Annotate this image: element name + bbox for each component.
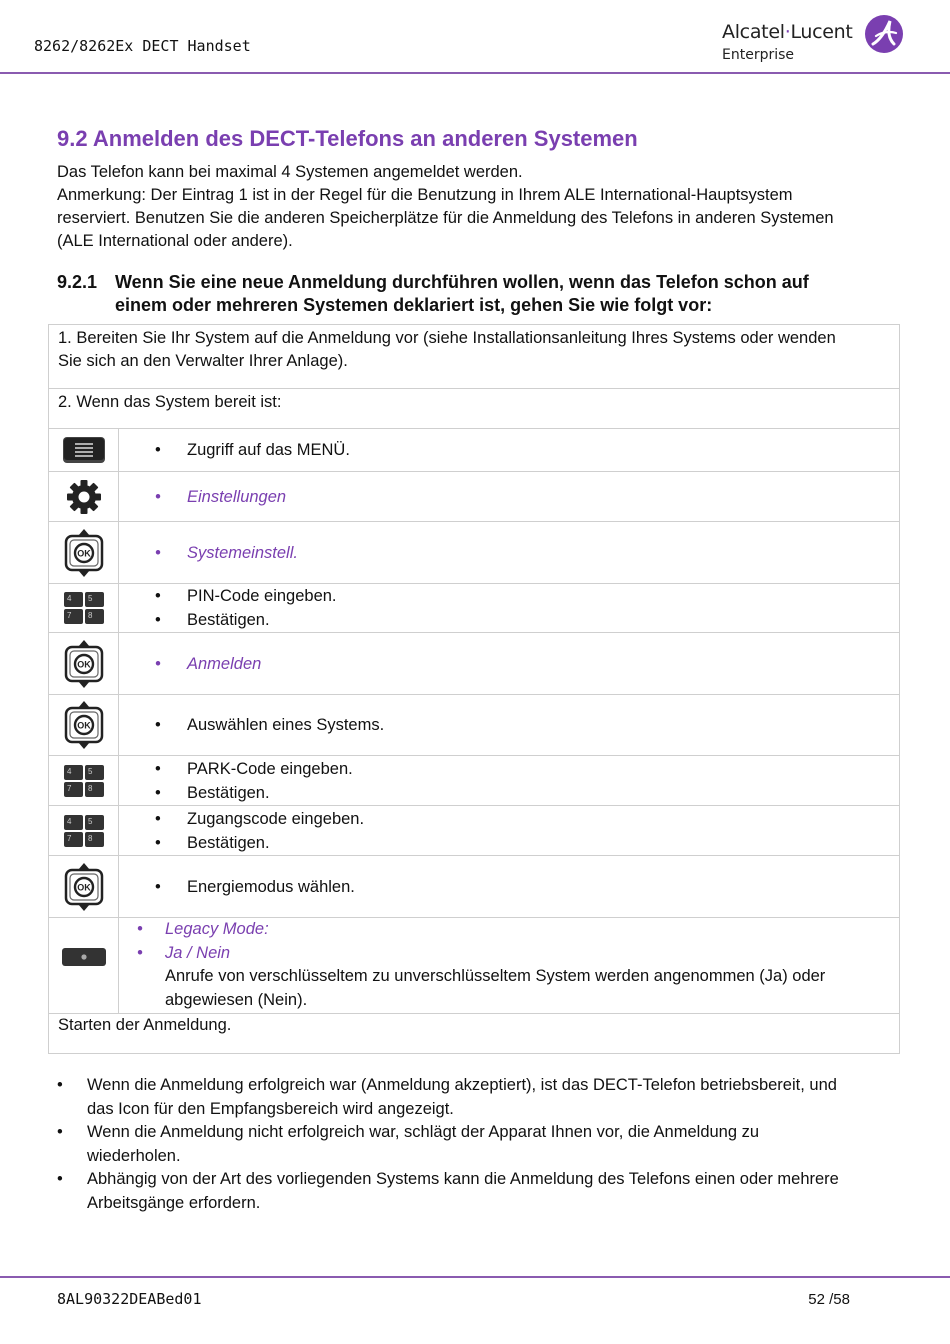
note-line: reserviert. Benutzen Sie die anderen Speicherplätze für die Anmeldung des Telefons in anderen Systemen [57, 209, 834, 227]
svg-text:OK: OK [76, 882, 91, 892]
instruction-item: • PARK-Code eingeben. [155, 757, 899, 781]
svg-text:4: 4 [66, 816, 71, 826]
svg-text:OK: OK [76, 548, 91, 558]
list-item [57, 1121, 897, 1168]
icon-cell [49, 806, 119, 856]
document-code: 8AL90322DEABed01 [57, 1290, 202, 1308]
legacy-mode-item: • Legacy Mode: [135, 918, 899, 942]
logo-word-lucent: Lucent [790, 21, 853, 43]
icon-cell [49, 429, 119, 472]
list-item-line: • Abhängig von der Art des vorliegenden Systems kann die Anmeldung des Telefons einen oder mehrere [87, 1170, 839, 1188]
list-item-line: das Icon für den Empfangsbereich wird angezeigt. [87, 1099, 454, 1118]
svg-text:7: 7 [66, 783, 71, 793]
svg-text:5: 5 [87, 816, 92, 826]
table-row [49, 522, 900, 584]
logo-word-alcatel: Alcatel [722, 21, 785, 43]
menu-key-icon [62, 436, 106, 464]
instruction-cell [119, 633, 900, 695]
table-row [49, 756, 900, 806]
svg-text:8: 8 [87, 783, 92, 793]
list-item-line: • Wenn die Anmeldung nicht erfolgreich war, schlägt der Apparat Ihnen vor, die Anmeldung zu [87, 1123, 760, 1141]
svg-text:OK: OK [76, 659, 91, 669]
ok-navigator-icon [63, 862, 105, 912]
table-row [49, 325, 900, 389]
table-row [49, 472, 900, 522]
instruction-cell [119, 584, 900, 633]
legacy-description-line: abgewiesen (Nein). [165, 990, 308, 1009]
gear-icon [65, 478, 103, 516]
instruction-cell [119, 429, 900, 472]
procedure-table [48, 324, 900, 1054]
legacy-option-item: • Ja / Nein [135, 942, 899, 966]
subsection-title-line1: Wenn Sie eine neue Anmeldung durchführen wollen, wenn das Telefon schon auf [115, 272, 809, 292]
instruction-item: • Energiemodus wählen. [155, 875, 899, 899]
instruction-item: • Zugriff auf das MENÜ. [155, 438, 899, 462]
svg-text:4: 4 [66, 594, 71, 603]
step-1-line: Sie sich an den Verwalter Ihrer Anlage). [58, 352, 348, 370]
table-row [49, 806, 900, 856]
subsection-heading [57, 271, 809, 317]
list-item-line: wiederholen. [87, 1146, 181, 1165]
icon-cell [49, 756, 119, 806]
note-line: (ALE International oder andere). [57, 232, 293, 250]
ok-navigator-icon [63, 700, 105, 750]
icon-cell [49, 918, 119, 1014]
section-intro: Das Telefon kann bei maximal 4 Systemen angemeldet werden. [57, 163, 523, 181]
instruction-cell [119, 856, 900, 918]
instruction-cell [119, 522, 900, 584]
table-row [49, 633, 900, 695]
logo-enterprise: Enterprise [722, 47, 795, 63]
instruction-cell [119, 472, 900, 522]
alcatel-lucent-logo [722, 14, 912, 66]
running-header-title: 8262/8262Ex DECT Handset [34, 37, 251, 55]
svg-text:5: 5 [87, 594, 92, 603]
list-item [57, 1168, 897, 1215]
table-row [49, 389, 900, 429]
keypad-icon [63, 814, 105, 848]
step-1-line: 1. Bereiten Sie Ihr System auf die Anmeldung vor (siehe Installationsanleitung Ihres Systems oder wenden [58, 329, 836, 347]
svg-text:8: 8 [87, 833, 92, 843]
instruction-item: • Einstellungen [155, 485, 899, 509]
table-row [49, 856, 900, 918]
subsection-number: 9.2.1 [57, 272, 98, 292]
step-2-cell: 2. Wenn das System bereit ist: [49, 389, 900, 429]
list-item [57, 1074, 897, 1121]
softkey-icon [61, 947, 107, 967]
icon-cell [49, 633, 119, 695]
svg-text:8: 8 [87, 611, 92, 620]
instruction-item: • Bestätigen. [155, 781, 899, 805]
instruction-item: • Zugangscode eingeben. [155, 807, 899, 831]
table-row [49, 1014, 900, 1054]
ok-navigator-icon [63, 528, 105, 578]
step-1-cell [49, 325, 900, 389]
table-row [49, 584, 900, 633]
section-heading: 9.2 Anmelden des DECT-Telefons an anderen Systemen [57, 126, 638, 151]
result-bullet-list [57, 1074, 897, 1215]
instruction-item: • Systemeinstell. [155, 541, 899, 565]
icon-cell [49, 472, 119, 522]
icon-cell [49, 584, 119, 633]
subsection-title-line2: einem oder mehreren Systemen deklariert ist, gehen Sie wie folgt vor: [115, 295, 713, 315]
instruction-cell [119, 806, 900, 856]
page-number: 52 /58 [808, 1291, 850, 1308]
svg-text:7: 7 [66, 833, 71, 843]
list-item-line: • Wenn die Anmeldung erfolgreich war (Anmeldung akzeptiert), ist das DECT-Telefon betriebsbereit, und [87, 1076, 837, 1094]
table-row [49, 429, 900, 472]
note-line: Anmerkung: Der Eintrag 1 ist in der Regel für die Benutzung in Ihrem ALE International-Hauptsystem [57, 186, 793, 204]
svg-text:7: 7 [66, 611, 71, 620]
instruction-item: • Auswählen eines Systems. [155, 713, 899, 737]
instruction-item: • Bestätigen. [155, 831, 899, 855]
instruction-cell [119, 695, 900, 756]
svg-text:OK: OK [76, 720, 91, 731]
table-row [49, 695, 900, 756]
instruction-cell [119, 756, 900, 806]
icon-cell [49, 522, 119, 584]
instruction-item: • Anmelden [155, 652, 899, 676]
footer-rule [0, 1276, 950, 1278]
header-rule [0, 72, 950, 74]
svg-text:5: 5 [87, 766, 92, 776]
ok-navigator-icon [63, 639, 105, 689]
logo-wordmark [722, 21, 853, 43]
final-step-cell: Starten der Anmeldung. [49, 1014, 900, 1054]
logo-dot: · [784, 21, 791, 43]
keypad-icon [63, 591, 105, 625]
svg-text:4: 4 [66, 766, 71, 776]
icon-cell [49, 695, 119, 756]
instruction-cell [119, 918, 900, 1014]
list-item-line: Arbeitsgänge erfordern. [87, 1193, 261, 1212]
legacy-description-line: Anrufe von verschlüsseltem zu unverschlüsseltem System werden angenommen (Ja) oder [165, 967, 826, 985]
note-paragraph [57, 184, 834, 253]
logo-mark-icon [864, 14, 904, 54]
icon-cell [49, 856, 119, 918]
table-row [49, 918, 900, 1014]
keypad-icon [63, 764, 105, 798]
instruction-item: • Bestätigen. [155, 608, 899, 632]
instruction-item: • PIN-Code eingeben. [155, 584, 899, 608]
